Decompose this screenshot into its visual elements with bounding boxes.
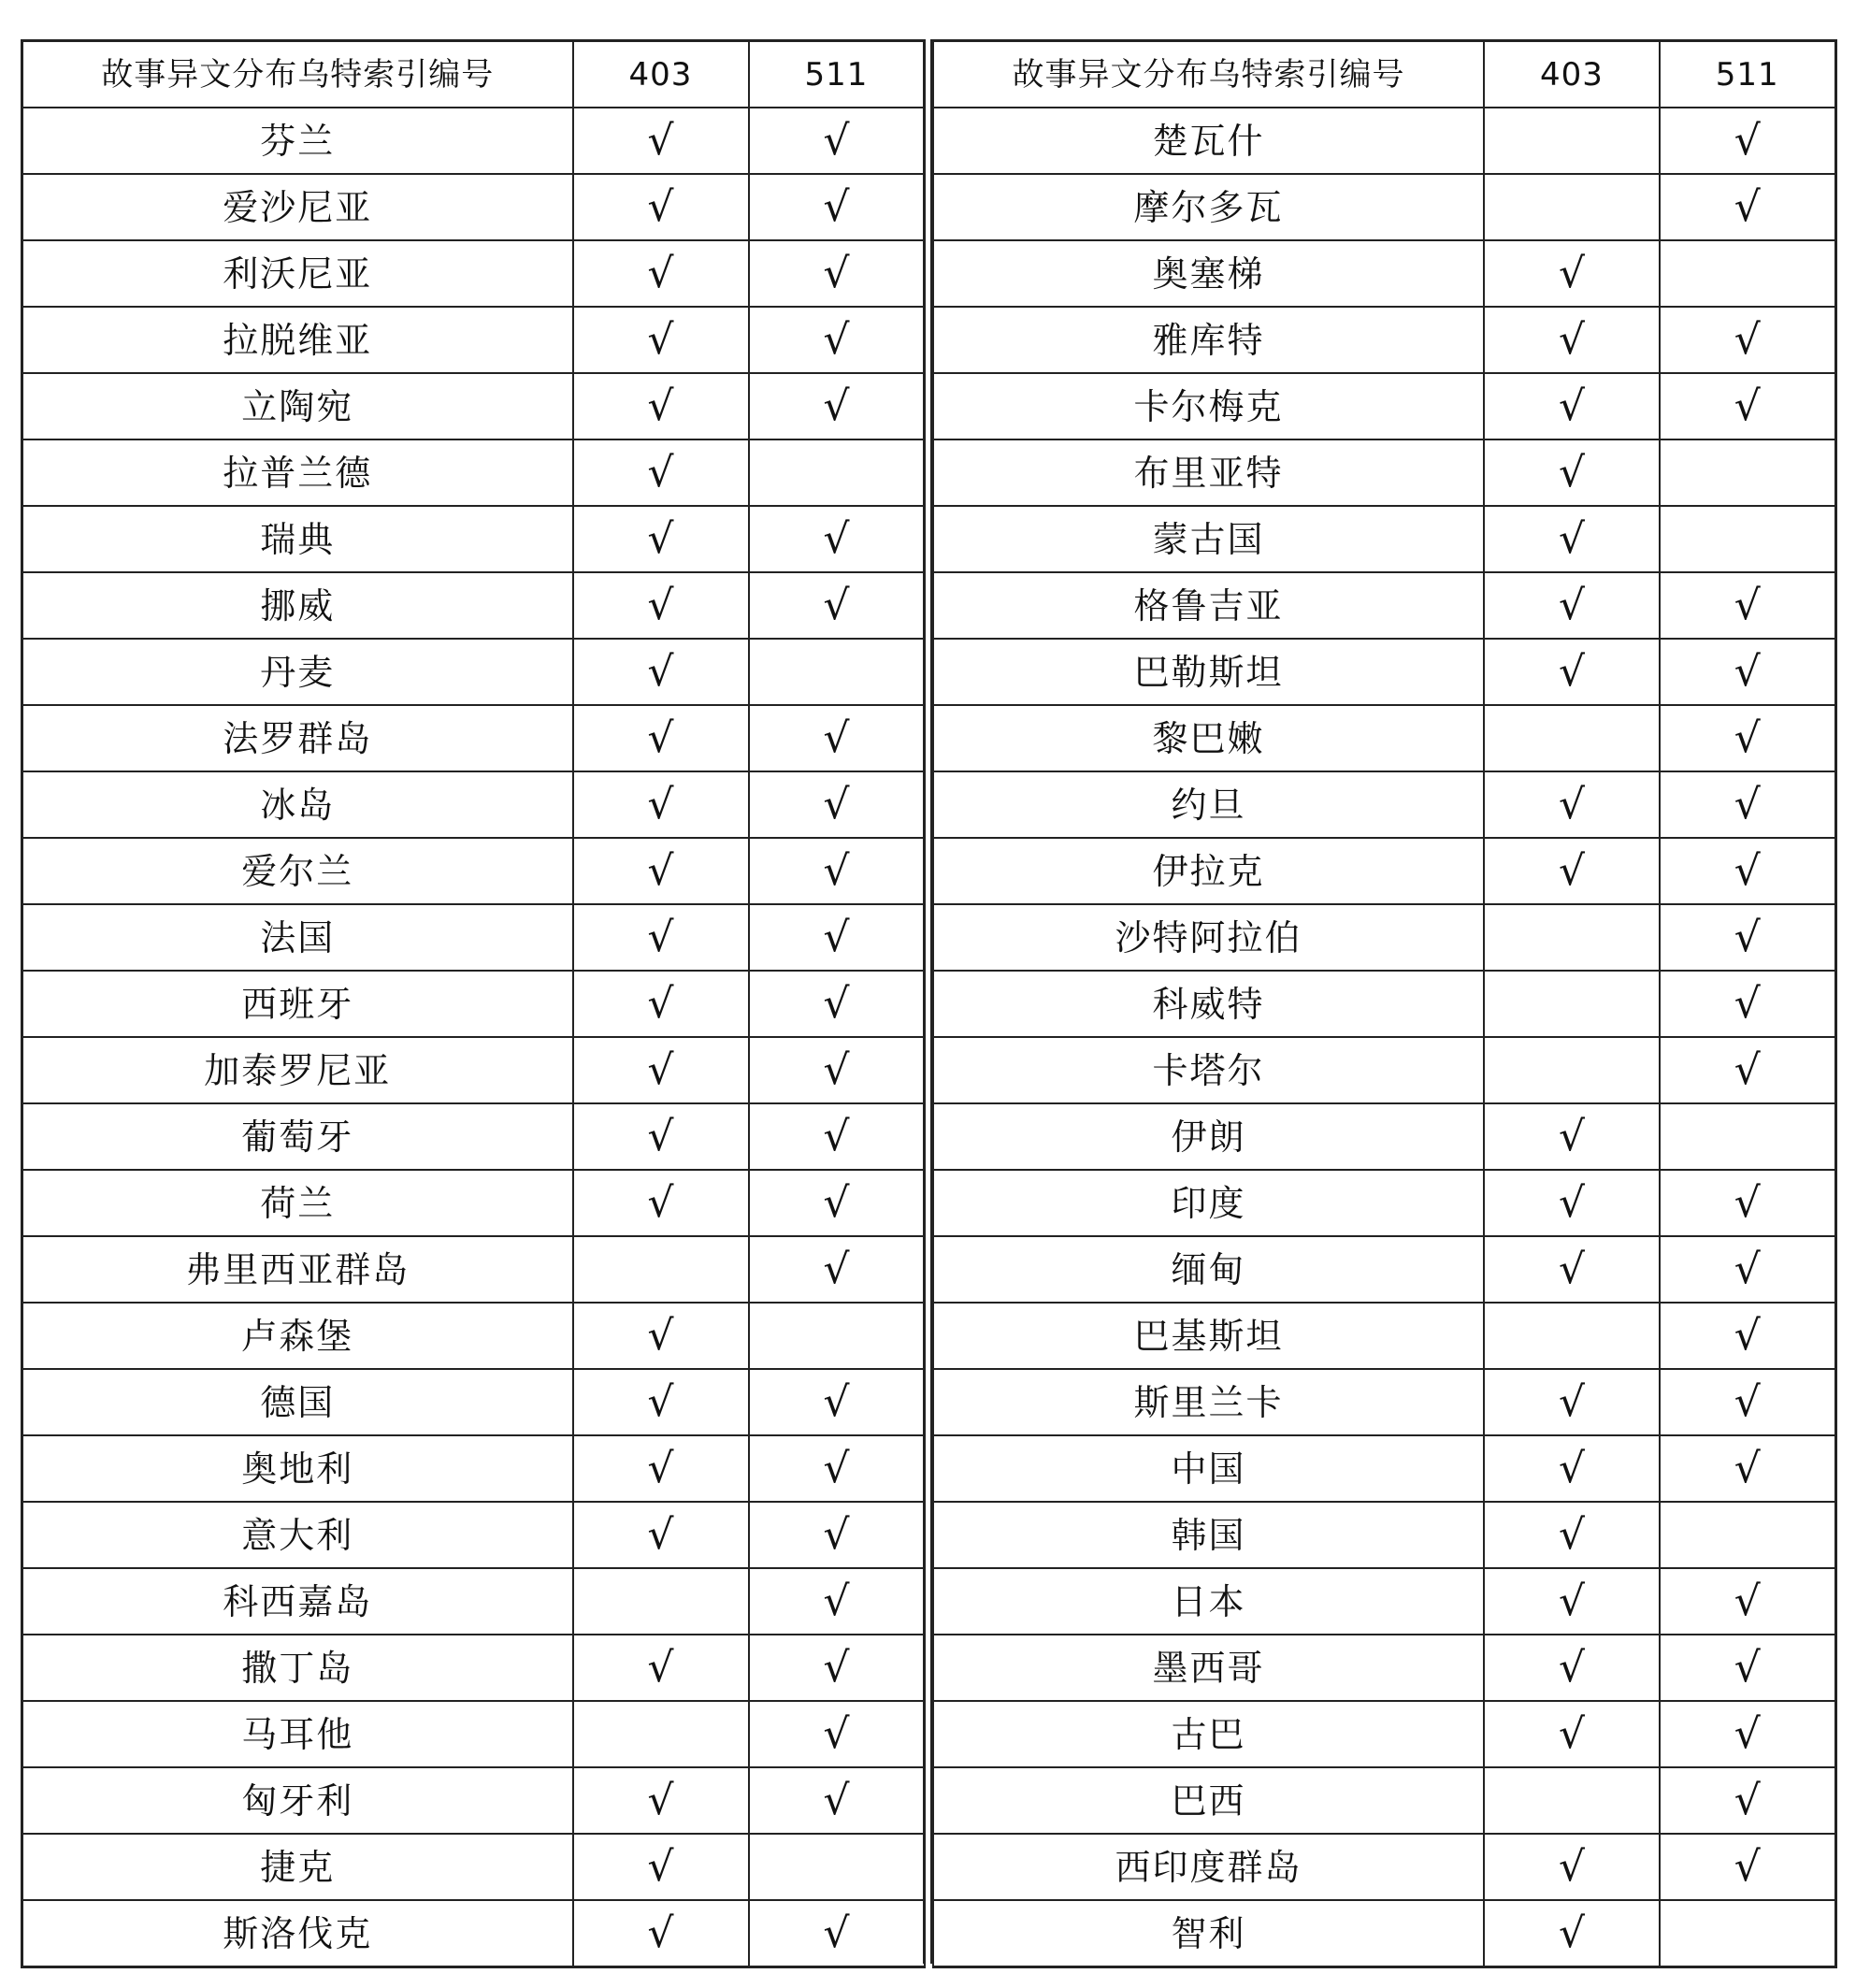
table-row	[22, 174, 925, 240]
table-row	[22, 904, 925, 971]
table-row	[22, 1767, 925, 1834]
mark-403-cell: √	[1484, 1635, 1660, 1701]
mark-511-cell: √	[1660, 373, 1835, 439]
mark-511-cell: √	[1660, 108, 1835, 174]
mark-403-cell: √	[573, 1170, 749, 1236]
mark-403-cell: √	[1484, 439, 1660, 506]
table-row	[933, 1568, 1835, 1635]
mark-511-cell	[749, 639, 925, 705]
mark-511-cell: √	[1660, 1767, 1835, 1834]
mark-403-cell: √	[573, 1303, 749, 1369]
table-row	[22, 705, 925, 771]
mark-403-cell: √	[573, 1103, 749, 1170]
table-row	[22, 1502, 925, 1568]
mark-403-cell	[1484, 108, 1660, 174]
mark-403-cell: √	[573, 240, 749, 307]
region-name-cell: 蒙古国	[933, 506, 1484, 572]
region-name-cell: 中国	[933, 1435, 1484, 1502]
header-row	[933, 41, 1835, 108]
table-row	[22, 572, 925, 639]
mark-403-cell: √	[1484, 1170, 1660, 1236]
region-name-cell: 荷兰	[22, 1170, 573, 1236]
mark-511-cell: √	[1660, 838, 1835, 904]
mark-511-cell: √	[749, 904, 925, 971]
region-name-cell: 智利	[933, 1900, 1484, 1967]
table-row	[22, 1900, 925, 1967]
mark-511-cell	[1660, 506, 1835, 572]
table-row	[933, 971, 1835, 1037]
mark-403-cell: √	[1484, 1834, 1660, 1900]
mark-511-cell: √	[749, 1900, 925, 1967]
region-name-cell: 楚瓦什	[933, 108, 1484, 174]
mark-511-cell: √	[749, 1369, 925, 1435]
mark-403-cell	[573, 1236, 749, 1303]
table-row	[22, 639, 925, 705]
mark-403-cell: √	[1484, 506, 1660, 572]
mark-403-cell: √	[573, 1502, 749, 1568]
region-name-cell: 利沃尼亚	[22, 240, 573, 307]
table-row	[22, 108, 925, 174]
table-row	[933, 1303, 1835, 1369]
header-name-column: 故事异文分布乌特索引编号	[933, 41, 1484, 108]
region-name-cell: 伊朗	[933, 1103, 1484, 1170]
table-row	[22, 1170, 925, 1236]
mark-511-cell: √	[749, 971, 925, 1037]
table-row	[22, 1103, 925, 1170]
table-row	[22, 771, 925, 838]
mark-403-cell	[573, 1568, 749, 1635]
mark-403-cell	[1484, 904, 1660, 971]
mark-403-cell: √	[573, 572, 749, 639]
mark-511-cell	[1660, 240, 1835, 307]
table-left-half	[21, 39, 926, 1968]
region-name-cell: 西班牙	[22, 971, 573, 1037]
mark-403-cell: √	[573, 1037, 749, 1103]
region-name-cell: 意大利	[22, 1502, 573, 1568]
table-row	[933, 1701, 1835, 1767]
region-name-cell: 布里亚特	[933, 439, 1484, 506]
mark-403-cell: √	[1484, 1369, 1660, 1435]
mark-511-cell	[1660, 1502, 1835, 1568]
header-name-column: 故事异文分布乌特索引编号	[22, 41, 573, 108]
region-name-cell: 巴基斯坦	[933, 1303, 1484, 1369]
mark-403-cell: √	[573, 771, 749, 838]
mark-403-cell: √	[573, 307, 749, 373]
table-row	[933, 1502, 1835, 1568]
mark-403-cell: √	[1484, 1103, 1660, 1170]
mark-403-cell: √	[573, 639, 749, 705]
mark-403-cell: √	[573, 1900, 749, 1967]
table-row	[933, 1236, 1835, 1303]
mark-403-cell: √	[573, 1369, 749, 1435]
double-divider	[923, 39, 932, 1964]
mark-403-cell	[1484, 1037, 1660, 1103]
region-name-cell: 科威特	[933, 971, 1484, 1037]
mark-403-cell: √	[1484, 307, 1660, 373]
mark-511-cell: √	[749, 1701, 925, 1767]
table-row	[933, 373, 1835, 439]
mark-511-cell: √	[1660, 1369, 1835, 1435]
table-row	[933, 705, 1835, 771]
mark-511-cell	[749, 439, 925, 506]
mark-511-cell: √	[1660, 971, 1835, 1037]
mark-511-cell: √	[749, 1635, 925, 1701]
table-row	[22, 1303, 925, 1369]
region-name-cell: 约旦	[933, 771, 1484, 838]
region-name-cell: 立陶宛	[22, 373, 573, 439]
mark-403-cell: √	[1484, 639, 1660, 705]
mark-511-cell	[749, 1303, 925, 1369]
mark-511-cell	[1660, 439, 1835, 506]
mark-403-cell: √	[1484, 1701, 1660, 1767]
mark-511-cell	[749, 1834, 925, 1900]
table-row	[933, 108, 1835, 174]
table-row	[933, 1103, 1835, 1170]
mark-511-cell: √	[1660, 1568, 1835, 1635]
mark-403-cell: √	[573, 1635, 749, 1701]
mark-403-cell	[1484, 705, 1660, 771]
header-403-column: 403	[573, 41, 749, 108]
mark-403-cell: √	[573, 838, 749, 904]
mark-403-cell: √	[573, 1767, 749, 1834]
mark-403-cell	[1484, 971, 1660, 1037]
mark-511-cell: √	[749, 1236, 925, 1303]
mark-511-cell: √	[749, 240, 925, 307]
mark-511-cell: √	[749, 307, 925, 373]
table-row	[22, 439, 925, 506]
mark-403-cell: √	[1484, 1568, 1660, 1635]
header-row	[22, 41, 925, 108]
mark-403-cell: √	[573, 1834, 749, 1900]
mark-511-cell	[1660, 1900, 1835, 1967]
mark-511-cell: √	[749, 1502, 925, 1568]
table-row	[22, 1435, 925, 1502]
region-name-cell: 卢森堡	[22, 1303, 573, 1369]
mark-511-cell: √	[1660, 1303, 1835, 1369]
table-row	[22, 373, 925, 439]
region-name-cell: 捷克	[22, 1834, 573, 1900]
table-row	[933, 1834, 1835, 1900]
mark-403-cell: √	[573, 971, 749, 1037]
region-name-cell: 加泰罗尼亚	[22, 1037, 573, 1103]
table-row	[933, 1635, 1835, 1701]
region-name-cell: 芬兰	[22, 108, 573, 174]
mark-511-cell: √	[749, 373, 925, 439]
region-name-cell: 黎巴嫩	[933, 705, 1484, 771]
region-name-cell: 韩国	[933, 1502, 1484, 1568]
mark-403-cell: √	[1484, 572, 1660, 639]
mark-511-cell	[1660, 1103, 1835, 1170]
table-row	[933, 506, 1835, 572]
region-name-cell: 爱沙尼亚	[22, 174, 573, 240]
table-row	[933, 307, 1835, 373]
mark-511-cell: √	[1660, 1635, 1835, 1701]
table-row	[22, 307, 925, 373]
region-name-cell: 沙特阿拉伯	[933, 904, 1484, 971]
region-name-cell: 巴西	[933, 1767, 1484, 1834]
region-name-cell: 科西嘉岛	[22, 1568, 573, 1635]
table-row	[22, 1701, 925, 1767]
table-row	[933, 1767, 1835, 1834]
mark-511-cell: √	[1660, 174, 1835, 240]
header-403-column: 403	[1484, 41, 1660, 108]
region-name-cell: 法国	[22, 904, 573, 971]
mark-511-cell: √	[749, 1568, 925, 1635]
region-name-cell: 缅甸	[933, 1236, 1484, 1303]
region-name-cell: 冰岛	[22, 771, 573, 838]
table-row	[22, 838, 925, 904]
region-name-cell: 印度	[933, 1170, 1484, 1236]
mark-511-cell: √	[749, 1170, 925, 1236]
mark-403-cell: √	[573, 705, 749, 771]
table-row	[933, 439, 1835, 506]
region-name-cell: 卡尔梅克	[933, 373, 1484, 439]
mark-511-cell: √	[749, 1037, 925, 1103]
table-row	[22, 506, 925, 572]
table-row	[933, 1900, 1835, 1967]
mark-403-cell: √	[573, 1435, 749, 1502]
mark-511-cell: √	[1660, 904, 1835, 971]
region-name-cell: 奥地利	[22, 1435, 573, 1502]
mark-403-cell: √	[573, 108, 749, 174]
mark-511-cell: √	[1660, 1037, 1835, 1103]
table-row	[933, 1435, 1835, 1502]
mark-511-cell: √	[1660, 705, 1835, 771]
table-row	[933, 838, 1835, 904]
table-row	[22, 1568, 925, 1635]
mark-403-cell: √	[1484, 838, 1660, 904]
region-name-cell: 葡萄牙	[22, 1103, 573, 1170]
mark-511-cell: √	[1660, 771, 1835, 838]
region-name-cell: 斯洛伐克	[22, 1900, 573, 1967]
mark-511-cell: √	[749, 705, 925, 771]
mark-403-cell: √	[1484, 1435, 1660, 1502]
region-name-cell: 古巴	[933, 1701, 1484, 1767]
mark-511-cell: √	[1660, 307, 1835, 373]
region-name-cell: 德国	[22, 1369, 573, 1435]
table-row	[22, 1635, 925, 1701]
region-name-cell: 摩尔多瓦	[933, 174, 1484, 240]
mark-511-cell: √	[749, 838, 925, 904]
region-name-cell: 爱尔兰	[22, 838, 573, 904]
table-row	[933, 1170, 1835, 1236]
table-row	[933, 240, 1835, 307]
mark-403-cell	[1484, 1303, 1660, 1369]
table-row	[933, 771, 1835, 838]
mark-403-cell: √	[573, 373, 749, 439]
mark-403-cell: √	[573, 904, 749, 971]
region-name-cell: 奥塞梯	[933, 240, 1484, 307]
mark-403-cell	[1484, 1767, 1660, 1834]
header-511-column: 511	[749, 41, 925, 108]
mark-403-cell: √	[573, 174, 749, 240]
region-name-cell: 卡塔尔	[933, 1037, 1484, 1103]
region-name-cell: 雅库特	[933, 307, 1484, 373]
region-name-cell: 伊拉克	[933, 838, 1484, 904]
table-row	[933, 639, 1835, 705]
region-name-cell: 巴勒斯坦	[933, 639, 1484, 705]
region-name-cell: 挪威	[22, 572, 573, 639]
mark-403-cell: √	[1484, 373, 1660, 439]
mark-403-cell: √	[1484, 1502, 1660, 1568]
header-511-column: 511	[1660, 41, 1835, 108]
region-name-cell: 匈牙利	[22, 1767, 573, 1834]
table-row	[22, 1834, 925, 1900]
mark-511-cell: √	[749, 174, 925, 240]
mark-403-cell: √	[1484, 1900, 1660, 1967]
distribution-table	[21, 39, 1834, 1964]
table-row	[22, 1037, 925, 1103]
region-name-cell: 瑞典	[22, 506, 573, 572]
mark-511-cell: √	[1660, 1435, 1835, 1502]
region-name-cell: 法罗群岛	[22, 705, 573, 771]
region-name-cell: 弗里西亚群岛	[22, 1236, 573, 1303]
region-name-cell: 日本	[933, 1568, 1484, 1635]
mark-511-cell: √	[1660, 1701, 1835, 1767]
mark-511-cell: √	[749, 771, 925, 838]
table-row	[22, 1369, 925, 1435]
region-name-cell: 斯里兰卡	[933, 1369, 1484, 1435]
mark-511-cell: √	[749, 1435, 925, 1502]
mark-403-cell: √	[1484, 1236, 1660, 1303]
mark-511-cell: √	[749, 108, 925, 174]
mark-403-cell	[573, 1701, 749, 1767]
mark-511-cell: √	[1660, 1236, 1835, 1303]
region-name-cell: 丹麦	[22, 639, 573, 705]
mark-511-cell: √	[749, 1103, 925, 1170]
mark-511-cell: √	[749, 1767, 925, 1834]
mark-403-cell: √	[1484, 240, 1660, 307]
region-name-cell: 拉普兰德	[22, 439, 573, 506]
region-name-cell: 墨西哥	[933, 1635, 1484, 1701]
region-name-cell: 西印度群岛	[933, 1834, 1484, 1900]
region-name-cell: 马耳他	[22, 1701, 573, 1767]
table-row	[933, 174, 1835, 240]
mark-403-cell	[1484, 174, 1660, 240]
table-right-half	[932, 39, 1837, 1968]
table-row	[933, 1037, 1835, 1103]
mark-511-cell: √	[1660, 639, 1835, 705]
mark-511-cell: √	[749, 506, 925, 572]
table-row	[22, 971, 925, 1037]
mark-511-cell: √	[749, 572, 925, 639]
mark-403-cell: √	[573, 506, 749, 572]
region-name-cell: 格鲁吉亚	[933, 572, 1484, 639]
mark-511-cell: √	[1660, 1170, 1835, 1236]
table-row	[22, 240, 925, 307]
table-row	[933, 572, 1835, 639]
mark-403-cell: √	[573, 439, 749, 506]
region-name-cell: 拉脱维亚	[22, 307, 573, 373]
table-row	[22, 1236, 925, 1303]
mark-511-cell: √	[1660, 1834, 1835, 1900]
region-name-cell: 撒丁岛	[22, 1635, 573, 1701]
mark-511-cell: √	[1660, 572, 1835, 639]
table-row	[933, 1369, 1835, 1435]
mark-403-cell: √	[1484, 771, 1660, 838]
table-row	[933, 904, 1835, 971]
